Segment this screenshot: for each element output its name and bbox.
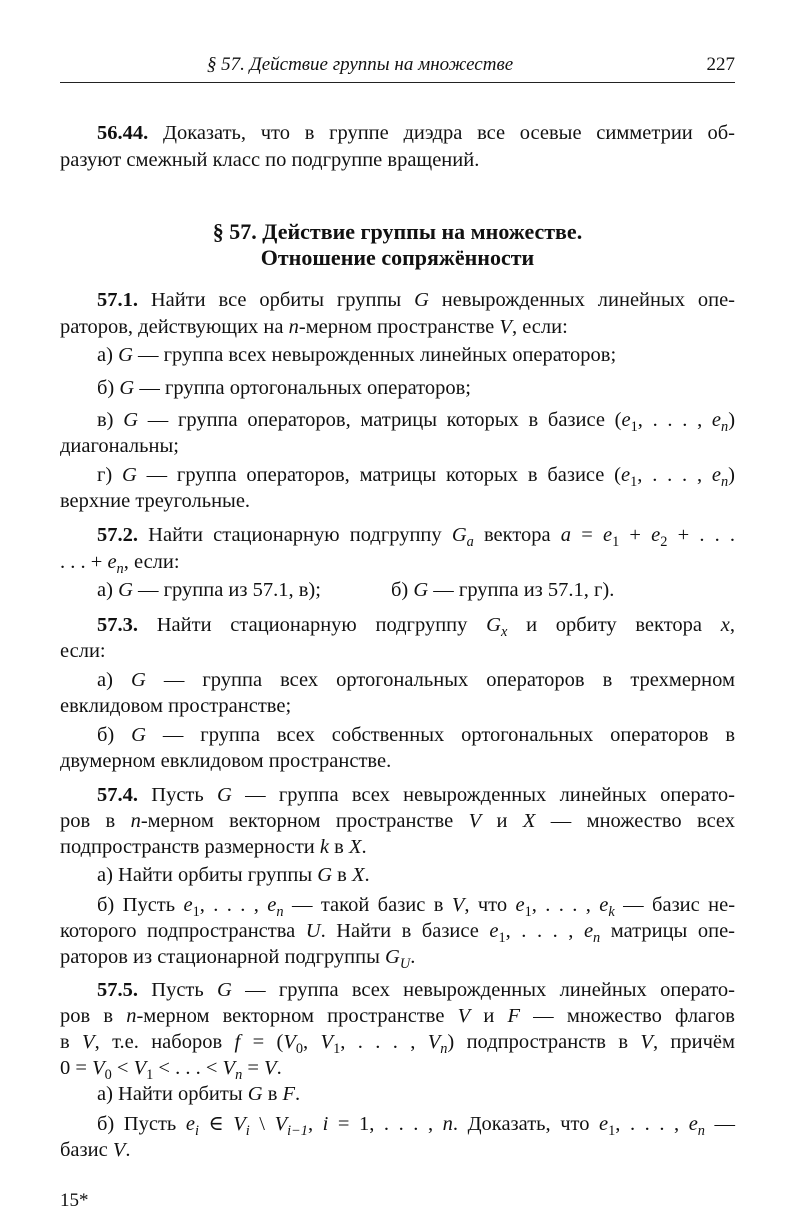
text-line: базис V. — [60, 1139, 131, 1161]
math-symbol: G — [119, 377, 135, 399]
math-symbol: $G_a$ — [451, 524, 474, 551]
math-symbol: $V_0$ — [92, 1057, 112, 1084]
text-line: в) G — группа операторов, матрицы которых в базисе ($e_1$, . . . , $e_n$) — [97, 409, 736, 436]
text-line: . . . + $e_n$, если: — [60, 551, 180, 578]
math-symbol: V — [264, 1057, 277, 1079]
math-symbol: $e_1$ — [621, 464, 638, 491]
text-line: б) Пусть $e_i$ ∈ $V_i$ \ $V_{i-1}$, i = 1, . . . , n. Доказать, что $e_1$, . . . , $e_n$ — — [97, 1113, 736, 1140]
text-line: разуют смежный класс по подгруппе вращений. — [60, 149, 480, 171]
math-symbol: G — [414, 289, 429, 311]
math-symbol: $V_1$ — [133, 1057, 154, 1084]
running-title: § 57. Действие группы на множестве — [206, 54, 514, 75]
math-symbol: $e_1$ — [489, 920, 506, 947]
math-symbol: $e_n$ — [107, 551, 124, 578]
text-line: в V, т.е. наборов $f = (V_0$, $V_1$, . . . , $V_n$) подпространств в V, причём — [60, 1031, 736, 1058]
text-line: а) G — группа всех ортогональных операторов в трехмерном — [97, 669, 735, 691]
text-line: $0 = V_0 < V_1$ < . . . < $V_n = V$. — [60, 1057, 282, 1084]
math-symbol: V — [499, 316, 512, 338]
math-symbol: $e_2$ — [651, 524, 668, 551]
math-symbol: X — [522, 810, 536, 832]
text-line: диагональны; — [60, 435, 179, 457]
text-line: 56.44. Доказать, что в группе диэдра все осевые симметрии об- — [97, 122, 735, 144]
text-line: если: — [60, 640, 106, 662]
math-symbol: $e_1$ — [602, 524, 620, 551]
math-symbol: f — [234, 1031, 241, 1053]
text-line: б) G — группа всех собственных ортогональных операторов в — [97, 724, 735, 746]
math-symbol: k — [319, 836, 330, 858]
problem-number: 57.1. — [97, 289, 138, 311]
math-symbol: $V_n$ — [427, 1031, 448, 1058]
text-line: раторов, действующих на n-мерном пространстве V, если: — [60, 316, 568, 338]
problem-number: 57.3. — [97, 614, 138, 636]
math-symbol: $e_i$ — [185, 1113, 199, 1140]
math-symbol: G — [122, 464, 137, 486]
math-symbol: n — [126, 1005, 137, 1027]
math-symbol: V — [82, 1031, 95, 1053]
math-symbol: G — [130, 669, 146, 691]
page-number: 227 — [706, 54, 735, 75]
text-line: б) G — группа ортогональных операторов; — [97, 377, 471, 399]
math-symbol: $e_n$ — [711, 464, 729, 491]
math-symbol: $e_n$ — [583, 920, 601, 947]
math-symbol: $e_1$ — [515, 894, 532, 921]
text-line: 57.5. Пусть G — группа всех невырожденных линейных операто- — [97, 979, 735, 1001]
math-symbol: n — [288, 316, 299, 338]
problem-number: 57.4. — [97, 784, 138, 806]
math-symbol: F — [282, 1083, 296, 1105]
math-symbol: $G_x$ — [486, 614, 508, 641]
math-symbol: i — [322, 1113, 329, 1135]
math-symbol: $e_n$ — [267, 894, 284, 921]
text-line: подпространств размерности k в X. — [60, 836, 367, 858]
text-line: г) G — группа операторов, матрицы которых в базисе ($e_1$, . . . , $e_n$) — [97, 464, 735, 491]
math-symbol: $e_k$ — [599, 894, 615, 921]
math-symbol: X — [348, 836, 362, 858]
text-line: 57.4. Пусть G — группа всех невырожденных линейных операто- — [97, 784, 735, 806]
math-symbol: $G_U$ — [385, 946, 411, 973]
section-heading-line-1: § 57. Действие группы на множестве. — [212, 219, 583, 244]
math-symbol: G — [118, 579, 133, 601]
text-line: двумерном евклидовом пространстве. — [60, 750, 392, 772]
text-line: а) Найти орбиты группы G в X. — [97, 864, 370, 886]
math-symbol: x — [720, 614, 730, 636]
text-line: 57.1. Найти все орбиты группы G невырожденных линейных опе- — [97, 289, 736, 311]
math-symbol: n — [442, 1113, 453, 1135]
math-symbol: X — [351, 864, 365, 886]
math-symbol: $e_1$ — [599, 1113, 616, 1140]
text-line: ров в n-мерном векторном пространстве V и F — множество флагов — [60, 1005, 735, 1027]
math-symbol: $e_n$ — [688, 1113, 705, 1140]
math-symbol: $V_i$ — [233, 1113, 250, 1140]
problem-number: 56.44. — [97, 122, 149, 144]
math-symbol: V — [112, 1139, 126, 1161]
math-symbol: $e_1$ — [621, 409, 638, 436]
text-line: а) G — группа всех невырожденных линейных операторов; — [97, 344, 617, 366]
header-rule — [60, 82, 735, 83]
math-symbol: G — [217, 979, 232, 1001]
math-symbol: F — [507, 1005, 520, 1027]
math-symbol: G — [131, 724, 146, 746]
math-symbol: G — [217, 784, 232, 806]
math-symbol: U — [305, 920, 321, 942]
math-symbol: a — [560, 524, 572, 546]
math-symbol: $e_n$ — [711, 409, 729, 436]
text-line: а) G — группа из 57.1, в); б) G — группа из 57.1, г). — [97, 579, 615, 601]
problem-number: 57.5. — [97, 979, 138, 1001]
text-line: 57.3. Найти стационарную подгруппу $G_x$ и орбиту вектора x, — [97, 614, 735, 641]
section-heading-line-2: Отношение сопряжённости — [260, 245, 535, 270]
math-symbol: n — [130, 810, 141, 832]
signature-mark: 15* — [60, 1190, 89, 1211]
math-symbol: G — [413, 579, 429, 601]
text-line: раторов из стационарной подгруппы $G_U$. — [60, 946, 416, 973]
text-line: 57.2. Найти стационарную подгруппу $G_a$ вектора $a = e_1 + e_2$ + . . . — [97, 524, 736, 551]
text-line: которого подпространства U. Найти в базисе $e_1$, . . . , $e_n$ матрицы опе- — [60, 920, 735, 947]
math-symbol: G — [317, 864, 333, 886]
math-symbol: V — [451, 894, 465, 916]
math-symbol: G — [247, 1083, 263, 1105]
math-symbol: $V_1$ — [320, 1031, 341, 1058]
text-line: б) Пусть $e_1$, . . . , $e_n$ — такой базис в V, что $e_1$, . . . , $e_k$ — базис не- — [97, 894, 736, 921]
math-symbol: G — [118, 344, 133, 366]
problem-number: 57.2. — [97, 524, 138, 546]
math-symbol: $V_n$ — [222, 1057, 243, 1084]
math-symbol: V — [640, 1031, 653, 1053]
text-line: а) Найти орбиты G в F. — [97, 1083, 301, 1105]
math-symbol: V — [457, 1005, 471, 1027]
math-symbol: G — [123, 409, 139, 431]
math-symbol: $V_{i-1}$ — [274, 1113, 308, 1140]
math-symbol: $e_1$ — [183, 894, 200, 921]
math-symbol: V — [468, 810, 482, 832]
text-line: евклидовом пространстве; — [60, 695, 292, 717]
text-line: верхние треугольные. — [60, 490, 251, 512]
math-symbol: $V_0$ — [283, 1031, 304, 1058]
text-line: ров в n-мерном векторном пространстве V и X — множество всех — [60, 810, 736, 832]
